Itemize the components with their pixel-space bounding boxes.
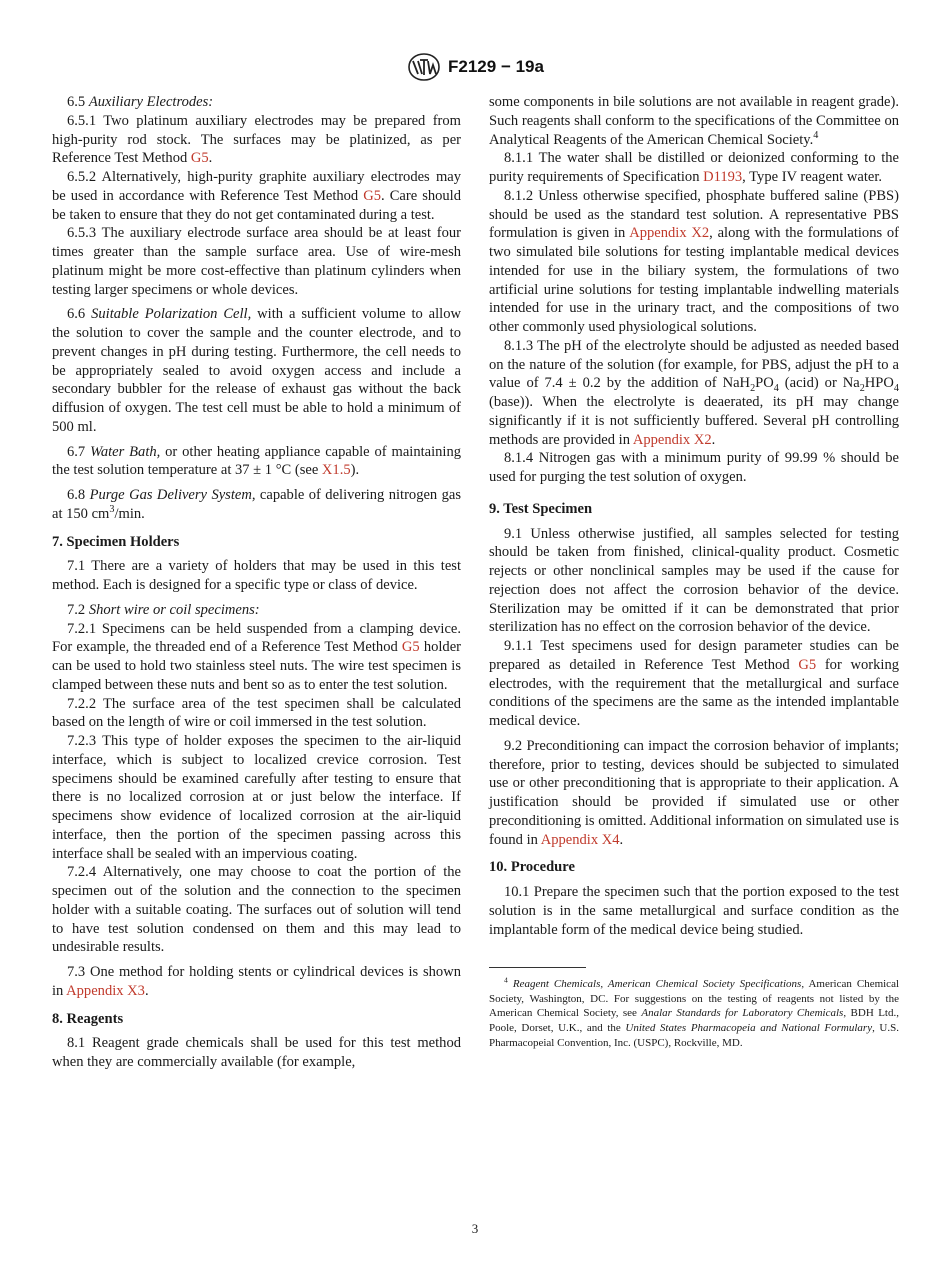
link-d1193[interactable]: D1193 xyxy=(703,169,743,185)
section-heading: 8. Reagents xyxy=(52,1010,124,1027)
link-g5[interactable]: G5 xyxy=(798,656,817,673)
para-6-5-2: 6.5.2 Alternatively, high-purity graphite auxiliary electrodes may be used in accordance with Reference Test Method G5. Care should be taken to ensure that they do not get contaminated during a test. xyxy=(52,169,461,223)
footnote-divider xyxy=(489,967,586,968)
para-7-1: 7.1 There are a variety of holders that may be used in this test method. Each is designed for a specific type or class of device. xyxy=(52,558,461,593)
section-heading: 10. Procedure xyxy=(489,859,575,876)
para-7-2-2: 7.2.2 The surface area of the test specimen shall be calculated based on the length of wire or coil immersed in the test solution. xyxy=(52,695,461,731)
para-7-2-4: 7.2.4 Alternatively, one may choose to coat the portion of the specimen out of the solution and the connection to the specimen holder with a suitable coating. The surfaces out of solution will tend to have test solution condensed on them and this may lead to undesirable results. xyxy=(52,864,461,956)
page-number: 3 xyxy=(471,1221,479,1236)
left-column xyxy=(52,93,461,1072)
section-heading: 7. Specimen Holders xyxy=(52,533,180,550)
para-9-1: 9.1 Unless otherwise justified, all samples selected for testing should be taken from finished, clinical-quality product. Cosmetic rejects or other nonclinical samples may be used if the cause for rejection does not affect the corrosion behavior of the device. Sterilization may be omitted if it can be demonstrated that prior sterilization has no effect on the corrosion behavior of the device. xyxy=(489,525,899,636)
para-6-7: 6.7 Water Bath, or other heating appliance capable of maintaining the test solution temperature at 37 ± 1 °C (see X1.5). xyxy=(52,443,461,479)
section-heading: 9. Test Specimen xyxy=(489,500,593,517)
para-8-1-3: 8.1.3 The pH of the electrolyte should be adjusted as needed based on the nature of the solution (for example, for PBS, adjust the pH to a value of 7.4 ± 0.2 by the addition of $NaH_2PO_4$ (acid) or $Na_2HPO_4$ (base)). When the electrolyte is deaerated, its pH may change significantly if it is not sufficiently buffered. Several pH controlling methods are provided in Appendix X2. xyxy=(489,337,899,448)
para-6-6: 6.6 Suitable Polarization Cell, with a sufficient volume to allow the solution to cover the sample and the counter electrode, and to prevent changes in pH during testing. Furthermore, the cell needs to be appropriately sealed to avoid oxygen access and include a secondary bubbler for the release of exhaust gas without the back diffusion of oxygen. The test cell must be able to hold a minimum of 500 ml. xyxy=(52,306,462,435)
para-6-5-3: 6.5.3 The auxiliary electrode surface area should be at least four times greater than the sample surface area. Use of wire-mesh platinum might be more cost-effective than platinum cylinders when testing larger specimens or whole devices. xyxy=(52,225,461,298)
para-6-5-1: 6.5.1 Two platinum auxiliary electrodes may be prepared from high-purity rod stock. The surfaces may be platinized, as per Reference Test Method G5. xyxy=(52,112,461,167)
para-8-1: 8.1 Reagent grade chemicals shall be used for this test method when they are commercially available (for example, xyxy=(52,1035,461,1070)
para-7-3: 7.3 One method for holding stents or cylindrical devices is shown in Appendix X3. xyxy=(52,964,461,999)
para-6-8: 6.8 Purge Gas Delivery System, capable of delivering nitrogen gas at 150 $cm^3/\min$. xyxy=(52,487,462,522)
link-g5[interactable]: G5 xyxy=(190,150,209,167)
right-column xyxy=(489,93,899,1050)
link-appendix-x4[interactable]: Appendix X4 xyxy=(540,831,620,848)
astm-logo-icon xyxy=(406,52,442,82)
para-8-1-continued: some components in bile solutions are not available in reagent grade). Such reagents shall conform to the specifications of the Committee on Analytical Reagents of the American Chemical Society.$^4$ xyxy=(489,94,899,148)
para-9-1-1: 9.1.1 Test specimens used for design parameter studies can be prepared as detailed in Reference Test Method G5 for working electrodes, with the requirement that the metallurgical and surface conditions of the specimens are the same as the intended implantable medical device. xyxy=(489,638,899,729)
para-7-2: 7.2 Short wire or coil specimens: xyxy=(67,601,260,618)
document-code: F2129 − 19a xyxy=(448,57,544,76)
para-10-1: 10.1 Prepare the specimen such that the portion exposed to the test solution is in the same metallurgical and surface condition as the implantable form of the medical device being studied. xyxy=(489,884,899,938)
link-g5[interactable]: G5 xyxy=(401,639,420,656)
para-7-2-3: 7.2.3 This type of holder exposes the specimen to the air-liquid interface, which is subject to localized crevice corrosion. Test specimens should be examined carefully after testing to ensure that there is no localized corrosion at or just below the interface. If specimens show evidence of localized corrosion at the air-liquid interface, then the portion of the specimen passing across this interface shall be sealed with an impervious coating. xyxy=(52,733,461,862)
para-6-5: 6.5 Auxiliary Electrodes: xyxy=(67,94,214,110)
link-g5[interactable]: G5 xyxy=(363,187,382,204)
link-appendix-x2[interactable]: Appendix X2 xyxy=(629,225,710,242)
para-8-1-4: 8.1.4 Nitrogen gas with a minimum purity of 99.99 % should be used for purging the test solution of oxygen. xyxy=(489,450,899,485)
para-8-1-1: 8.1.1 The water shall be distilled or deionized conforming to the purity requirements of Specification D1193, Type IV reagent water. xyxy=(489,150,899,185)
link-appendix-x3[interactable]: Appendix X3 xyxy=(66,982,145,999)
footnote-marker[interactable]: 4 xyxy=(813,129,819,141)
para-7-2-1: 7.2.1 Specimens can be held suspended from a clamping device. For example, the threaded end of a Reference Test Method G5 holder can be used to hold two stainless steel nuts. The wire test specimen is clamped between these nuts and bent so as to enter the test solution. xyxy=(52,620,461,693)
link-appendix-x2[interactable]: Appendix X2 xyxy=(632,431,712,448)
para-8-1-2: 8.1.2 Unless otherwise specified, phosphate buffered saline (PBS) should be used as the standard test solution. A representative PBS formulation is given in Appendix X2, along with the formulations of two simulated bile solutions for testing implantable medical devices intended for use in the biliary system, the formulations of two artificial urine solutions for testing implantable indwelling materials intended for use in the urinary tract, and the compositions of two other commonly used physiological solutions. xyxy=(489,187,900,335)
footnote-4: $^4$ Reagent Chemicals, American Chemical Society Specifications, American Chemical Society, Washington, DC. For suggestions on the testing of reagents not listed by the American Chemical Society, see Analar Standards for Laboratory Chemicals, BDH Ltd., Poole, Dorset, U.K., and the United States Pharmacopeia and National Formulary, U.S. Pharmacopeial Convention, Inc. (USPC), Rockville, MD. xyxy=(489,975,900,1049)
page-header xyxy=(0,52,950,82)
link-x1-5[interactable]: X1.5 xyxy=(321,462,351,479)
para-9-2: 9.2 Preconditioning can impact the corrosion behavior of implants; therefore, prior to testing, devices should be subjected to simulated use or other preconditioning that is appropriate to their application. A justification should be provided if simulated use or other preconditioning is omitted. Additional information on simulated use is found in Appendix X4. xyxy=(489,737,899,848)
